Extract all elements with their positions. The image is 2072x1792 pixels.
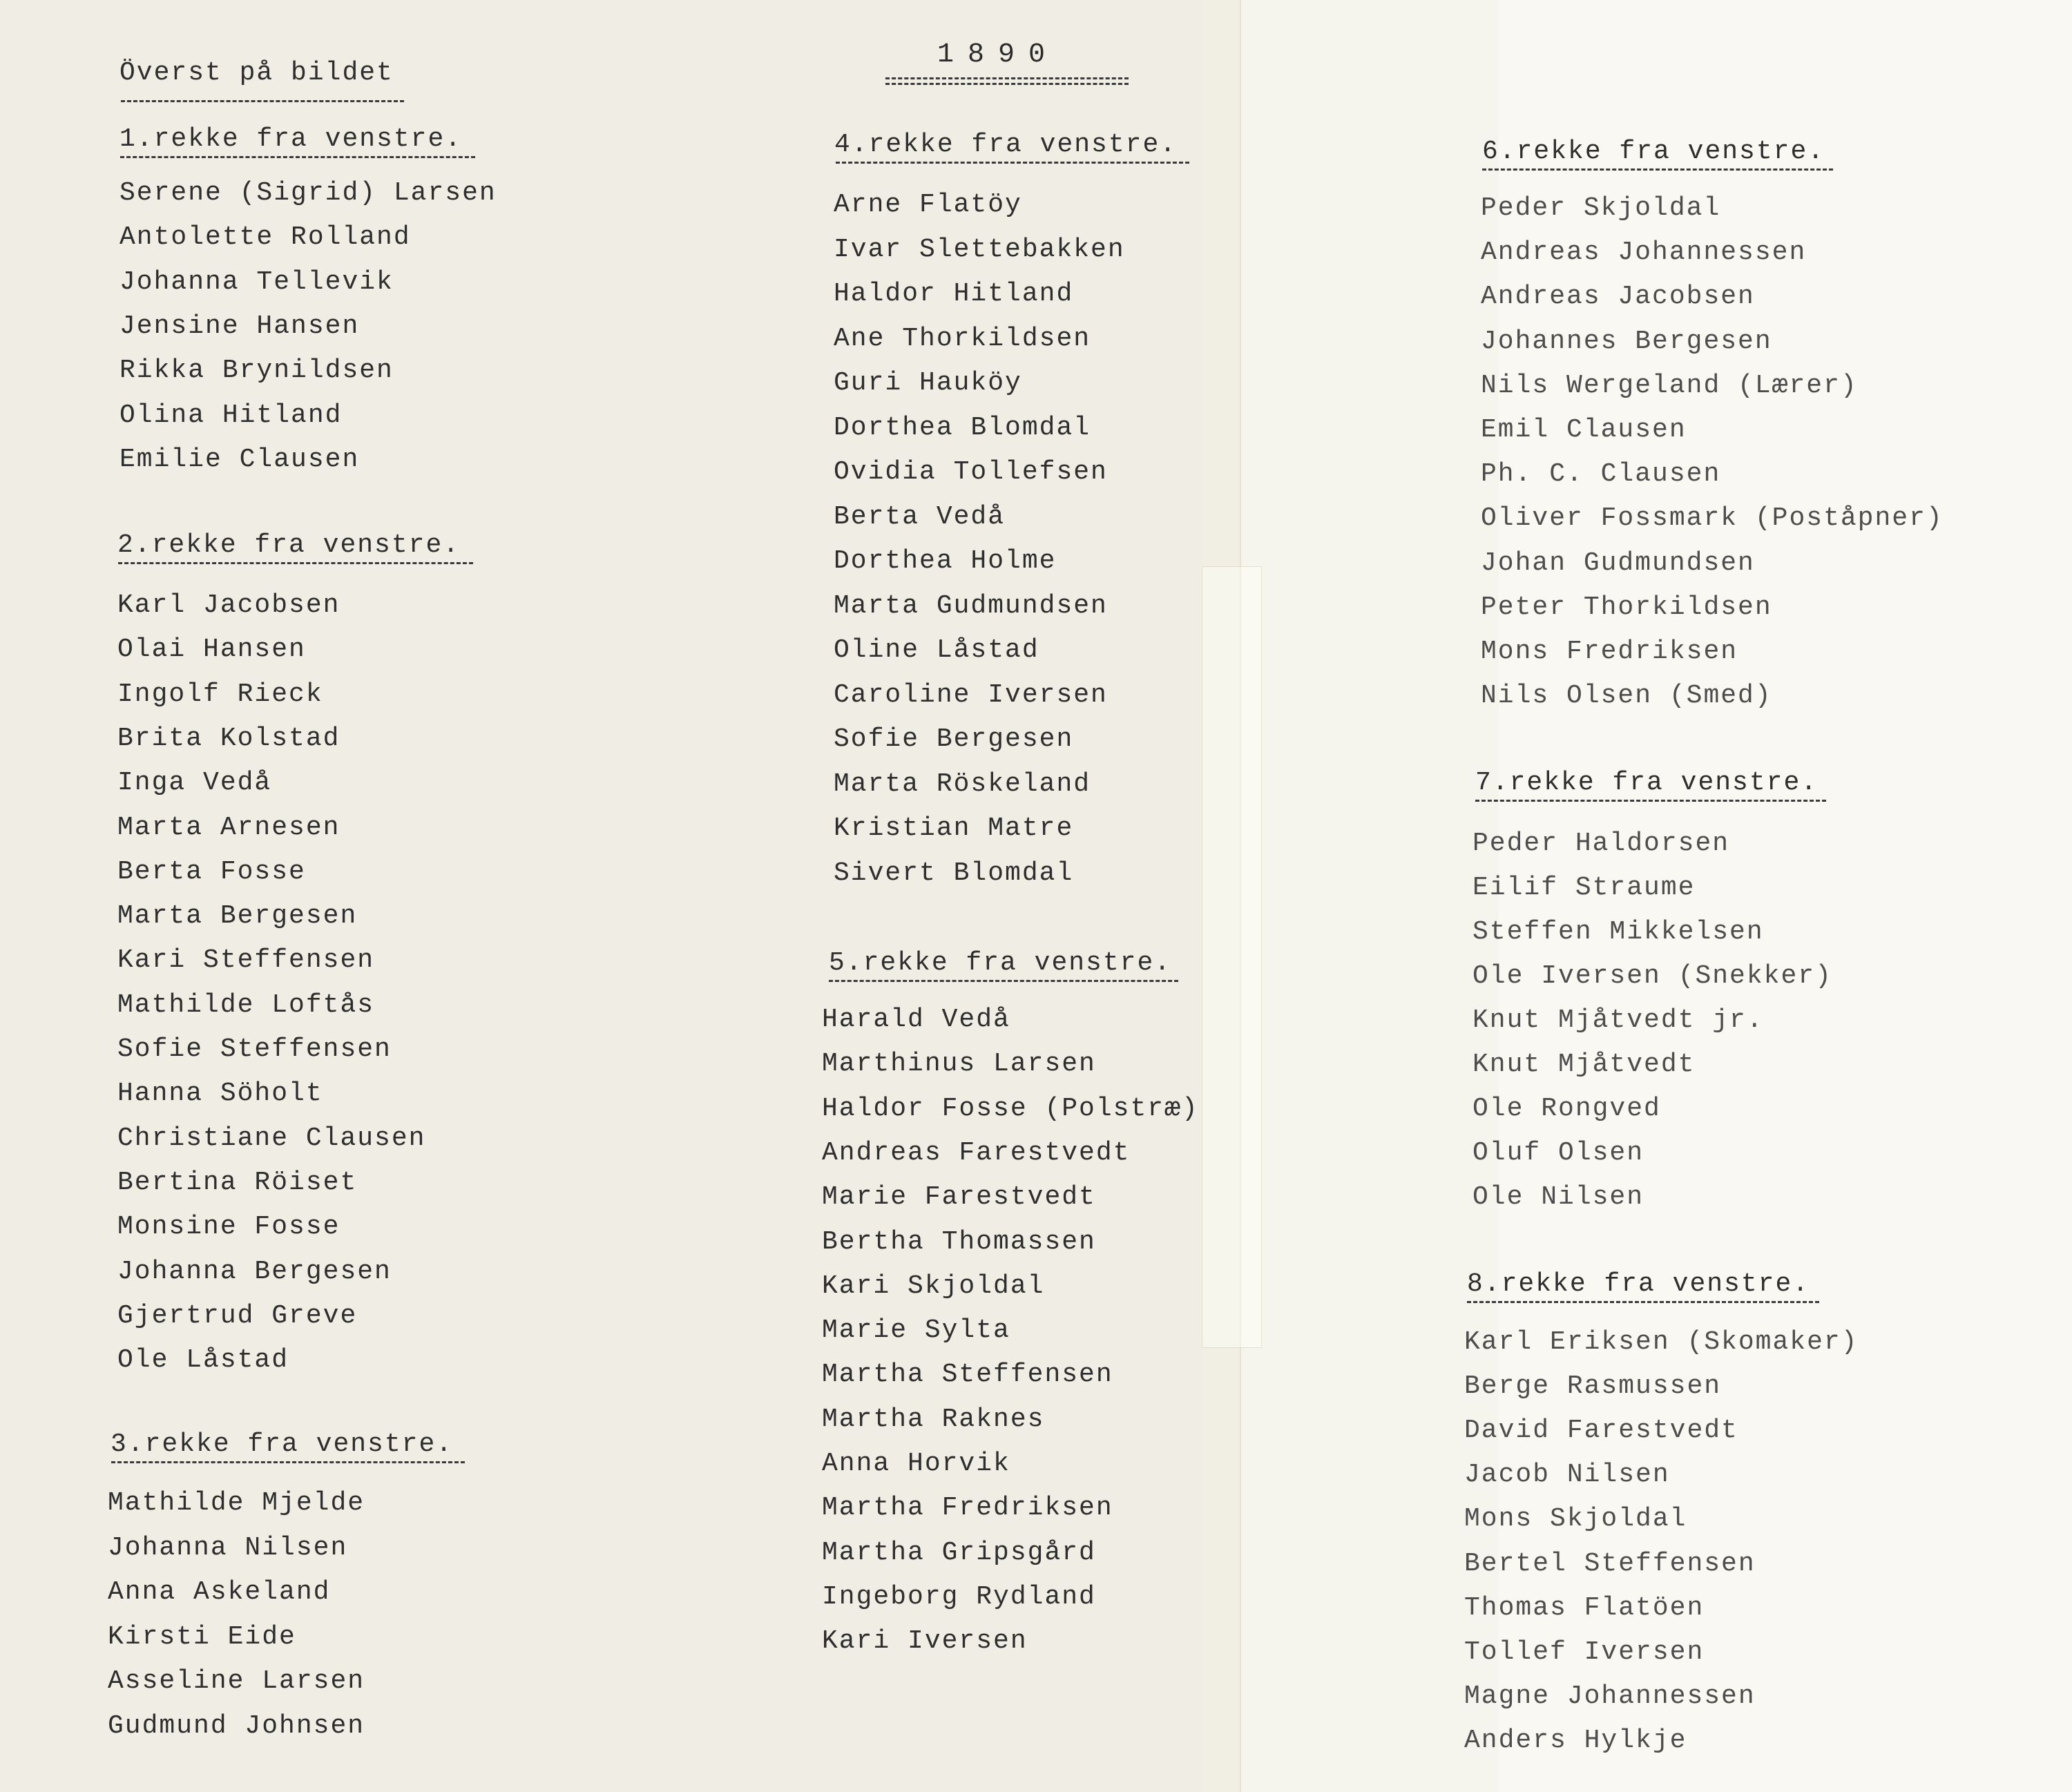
- person-name: Olina Hitland: [119, 401, 343, 430]
- row-heading: 8.rekke fra venstre.: [1467, 1269, 1810, 1299]
- person-name: Andreas Jacobsen: [1481, 282, 1755, 311]
- row-heading: 6.rekke fra venstre.: [1482, 137, 1825, 166]
- person-name: Mathilde Mjelde: [108, 1488, 365, 1518]
- person-name: Mons Fredriksen: [1481, 637, 1738, 666]
- person-name: Steffen Mikkelsen: [1473, 917, 1764, 947]
- person-name: Sivert Blomdal: [834, 858, 1074, 888]
- title-underline: [121, 100, 404, 102]
- person-name: Ph. C. Clausen: [1481, 459, 1721, 489]
- person-name: Marta Gudmundsen: [834, 591, 1108, 621]
- person-name: Dorthea Blomdal: [834, 413, 1091, 443]
- person-name: Johannes Bergesen: [1481, 327, 1772, 356]
- row-heading-underline: [1475, 800, 1826, 802]
- person-name: Karl Jacobsen: [117, 590, 340, 620]
- person-name: Bertina Röiset: [117, 1168, 358, 1197]
- person-name: Karl Eriksen (Skomaker): [1464, 1327, 1859, 1357]
- person-name: Emilie Clausen: [119, 445, 360, 474]
- person-name: Jensine Hansen: [119, 311, 360, 341]
- row-heading-underline: [111, 1461, 465, 1463]
- person-name: Peder Haldorsen: [1473, 829, 1730, 858]
- person-name: Haldor Fosse (Polstræ): [822, 1094, 1199, 1124]
- person-name: Serene (Sigrid) Larsen: [119, 178, 497, 208]
- person-name: Emil Clausen: [1481, 415, 1687, 445]
- person-name: Gudmund Johnsen: [108, 1711, 365, 1741]
- person-name: Hanna Söholt: [117, 1079, 323, 1108]
- year-underline: [885, 77, 1129, 79]
- row-heading: 3.rekke fra venstre.: [111, 1429, 454, 1459]
- person-name: Caroline Iversen: [834, 680, 1108, 710]
- person-name: Johanna Nilsen: [108, 1533, 348, 1563]
- person-name: Rikka Brynildsen: [119, 356, 394, 385]
- person-name: Inga Vedå: [117, 768, 272, 798]
- row-heading-underline: [120, 156, 475, 158]
- person-name: Oline Låstad: [834, 635, 1039, 665]
- person-name: Kari Skjoldal: [822, 1271, 1045, 1301]
- person-name: Marta Bergesen: [117, 901, 358, 931]
- person-name: Anna Horvik: [822, 1449, 1010, 1478]
- row-heading: 1.rekke fra venstre.: [119, 124, 463, 154]
- person-name: Oluf Olsen: [1473, 1138, 1644, 1168]
- person-name: Johan Gudmundsen: [1481, 548, 1755, 578]
- person-name: Haldor Hitland: [834, 279, 1074, 309]
- person-name: Johanna Bergesen: [117, 1257, 392, 1287]
- document-title: Överst på bildet: [119, 58, 394, 88]
- person-name: Ole Rongved: [1473, 1094, 1661, 1124]
- person-name: Mathilde Loftås: [117, 990, 375, 1020]
- person-name: Eilif Straume: [1473, 873, 1696, 903]
- person-name: Gjertrud Greve: [117, 1301, 358, 1331]
- person-name: Magne Johannessen: [1464, 1682, 1756, 1711]
- person-name: Anna Askeland: [108, 1577, 331, 1607]
- person-name: Anders Hylkje: [1464, 1726, 1687, 1755]
- person-name: Ivar Slettebakken: [834, 235, 1125, 264]
- person-name: Thomas Flatöen: [1464, 1593, 1705, 1623]
- person-name: Bertha Thomassen: [822, 1227, 1096, 1257]
- person-name: Sofie Steffensen: [117, 1034, 392, 1064]
- person-name: Christiane Clausen: [117, 1124, 426, 1153]
- person-name: Bertel Steffensen: [1464, 1549, 1756, 1579]
- person-name: Ole Nilsen: [1473, 1182, 1644, 1212]
- row-heading: 5.rekke fra venstre.: [829, 948, 1172, 978]
- person-name: Marie Sylta: [822, 1316, 1010, 1345]
- person-name: Marta Arnesen: [117, 813, 340, 842]
- person-name: Dorthea Holme: [834, 546, 1057, 576]
- person-name: Knut Mjåtvedt jr.: [1473, 1005, 1764, 1035]
- row-heading: 4.rekke fra venstre.: [834, 130, 1178, 160]
- person-name: Mons Skjoldal: [1464, 1504, 1687, 1534]
- person-name: Knut Mjåtvedt: [1473, 1050, 1696, 1079]
- person-name: Andreas Farestvedt: [822, 1138, 1131, 1168]
- person-name: Peter Thorkildsen: [1481, 592, 1772, 622]
- row-heading-underline: [1482, 168, 1833, 171]
- person-name: Ole Låstad: [117, 1345, 289, 1375]
- person-name: Andreas Johannessen: [1481, 238, 1807, 267]
- row-heading: 7.rekke fra venstre.: [1475, 768, 1819, 798]
- person-name: Ole Iversen (Snekker): [1473, 961, 1832, 991]
- person-name: Nils Wergeland (Lærer): [1481, 371, 1858, 401]
- person-name: Ingolf Rieck: [117, 680, 323, 709]
- year-heading: 1890: [937, 39, 1059, 70]
- person-name: Nils Olsen (Smed): [1481, 681, 1772, 711]
- person-name: Martha Gripsgård: [822, 1538, 1096, 1568]
- person-name: Berta Vedå: [834, 502, 1006, 532]
- person-name: Martha Steffensen: [822, 1360, 1113, 1389]
- row-heading: 2.rekke fra venstre.: [117, 530, 461, 560]
- person-name: Oliver Fossmark (Poståpner): [1481, 503, 1944, 533]
- person-name: Jacob Nilsen: [1464, 1460, 1670, 1490]
- person-name: Kari Iversen: [822, 1626, 1028, 1656]
- person-name: Martha Fredriksen: [822, 1493, 1113, 1523]
- person-name: Ingeborg Rydland: [822, 1582, 1096, 1612]
- person-name: Brita Kolstad: [117, 724, 340, 753]
- person-name: Arne Flatöy: [834, 190, 1022, 220]
- person-name: Monsine Fosse: [117, 1212, 340, 1242]
- person-name: Kirsti Eide: [108, 1622, 296, 1652]
- person-name: Harald Vedå: [822, 1005, 1010, 1034]
- person-name: Marta Röskeland: [834, 769, 1091, 799]
- person-name: Marthinus Larsen: [822, 1049, 1096, 1079]
- row-heading-underline: [1467, 1301, 1819, 1303]
- person-name: Kari Steffensen: [117, 945, 375, 975]
- person-name: Ovidia Tollefsen: [834, 457, 1108, 487]
- person-name: Martha Raknes: [822, 1405, 1045, 1434]
- person-name: Johanna Tellevik: [119, 267, 394, 297]
- person-name: Tollef Iversen: [1464, 1637, 1705, 1667]
- person-name: Marie Farestvedt: [822, 1182, 1096, 1212]
- person-name: Asseline Larsen: [108, 1666, 365, 1696]
- row-heading-underline: [836, 162, 1189, 164]
- person-name: Guri Hauköy: [834, 368, 1022, 398]
- person-name: Olai Hansen: [117, 635, 306, 664]
- person-name: Berta Fosse: [117, 857, 306, 887]
- row-heading-underline: [118, 562, 473, 564]
- tape-patch: [1202, 566, 1262, 1348]
- person-name: Berge Rasmussen: [1464, 1371, 1722, 1401]
- person-name: Antolette Rolland: [119, 222, 411, 252]
- person-name: Peder Skjoldal: [1481, 193, 1721, 223]
- row-heading-underline: [829, 980, 1178, 982]
- person-name: David Farestvedt: [1464, 1416, 1738, 1445]
- person-name: Sofie Bergesen: [834, 724, 1074, 754]
- person-name: Kristian Matre: [834, 813, 1074, 843]
- person-name: Ane Thorkildsen: [834, 324, 1091, 354]
